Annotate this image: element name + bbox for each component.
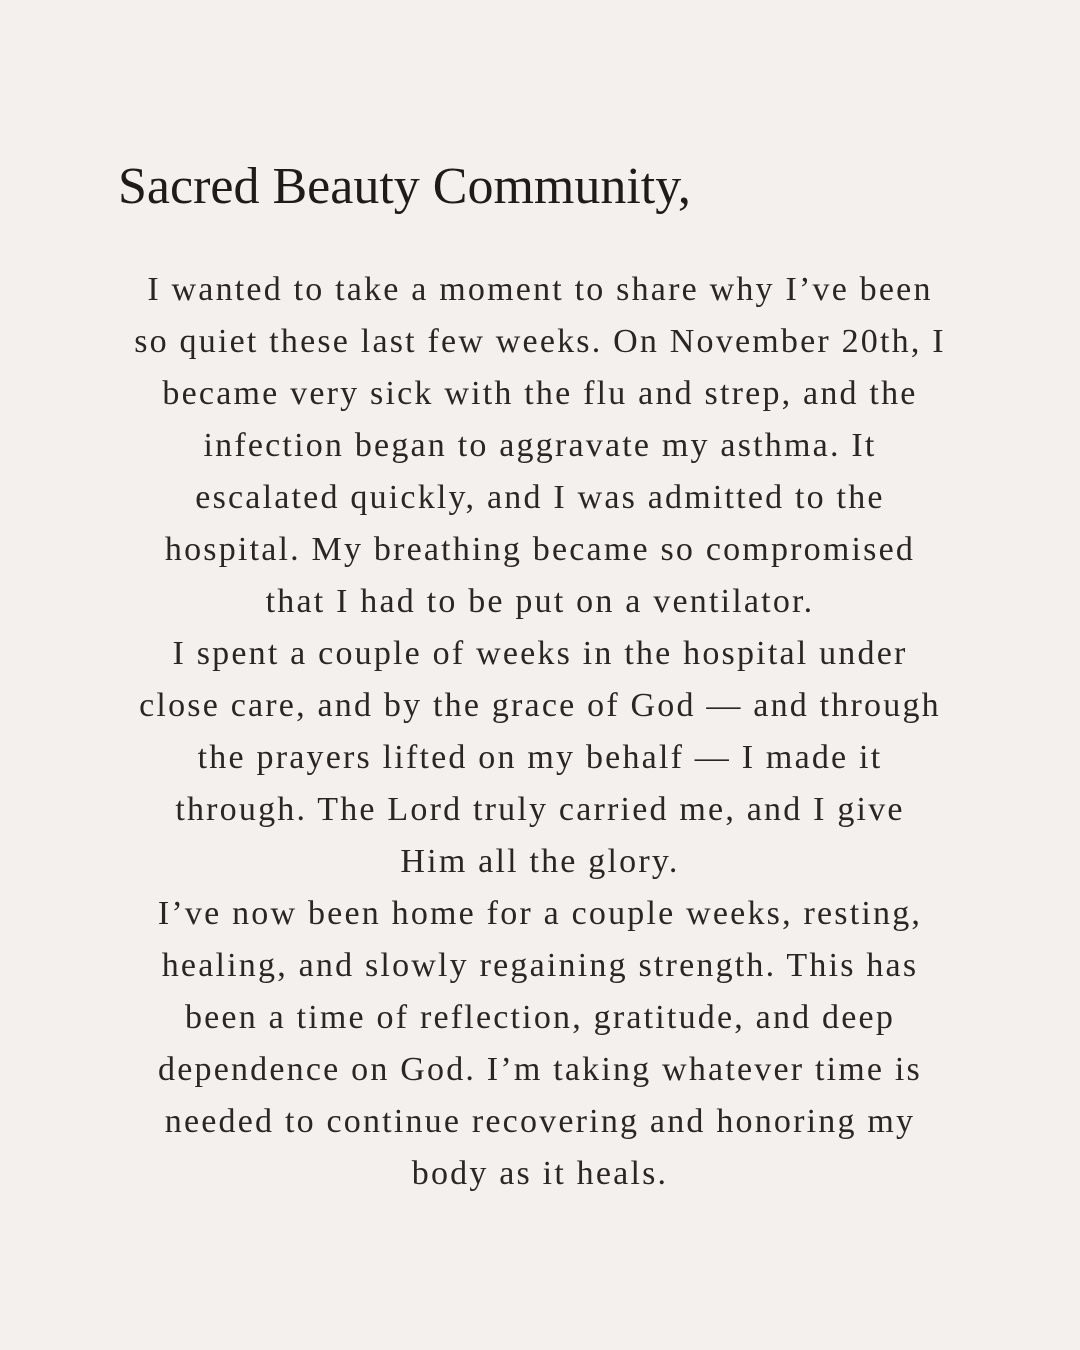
letter-line: needed to continue recovering and honoring my — [164, 1103, 916, 1140]
letter-greeting: Sacred Beauty Community, — [118, 158, 691, 215]
letter-line: through. The Lord truly carried me, and I give — [175, 791, 905, 828]
letter-line: I’ve now been home for a couple weeks, resting, — [157, 895, 923, 932]
letter-line: I wanted to take a moment to share why I’ve been — [147, 271, 933, 308]
letter-line: been a time of reflection, gratitude, and deep — [184, 999, 896, 1036]
letter-line: close care, and by the grace of God — and through — [139, 687, 941, 724]
letter-line: hospital. My breathing became so compromised — [164, 531, 916, 568]
letter-line: so quiet these last few weeks. On November 20th, I — [134, 323, 946, 360]
letter-line: dependence on God. I’m taking whatever time is — [158, 1051, 922, 1088]
letter-line: became very sick with the flu and strep, and the — [162, 375, 918, 412]
letter-line: the prayers lifted on my behalf — I made it — [197, 739, 883, 776]
letter-body — [100, 264, 980, 1200]
letter-line: that I had to be put on a ventilator. — [265, 583, 815, 620]
letter-line: escalated quickly, and I was admitted to the — [195, 479, 885, 516]
letter-line: body as it heals. — [411, 1155, 669, 1192]
letter-line: healing, and slowly regaining strength. This has — [161, 947, 919, 984]
letter-line: I spent a couple of weeks in the hospital under — [172, 635, 908, 672]
letter-line: Him all the glory. — [400, 843, 680, 880]
letter-line: infection began to aggravate my asthma. It — [203, 427, 877, 464]
